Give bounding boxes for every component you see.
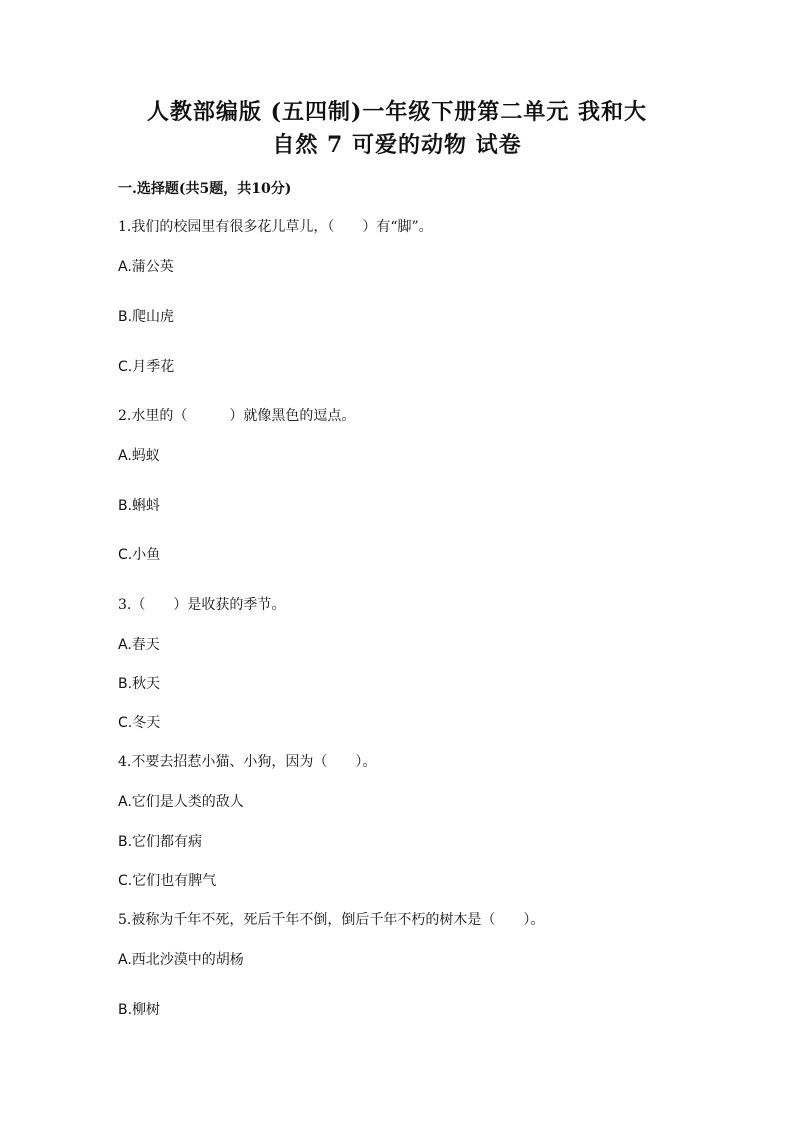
question-3-option-a: A.春天 (118, 637, 160, 653)
question-2-stem: 2.水里的（ ）就像黑色的逗点。 (118, 408, 356, 424)
question-4-option-c: C.它们也有脾气 (118, 873, 217, 889)
question-2-option-c: C.小鱼 (118, 547, 161, 563)
question-2-option-a: A.蚂蚁 (118, 448, 160, 464)
question-5-option-b: B.柳树 (118, 1002, 161, 1018)
question-1-option-a: A.蒲公英 (118, 259, 174, 275)
question-2-option-b: B.蝌蚪 (118, 498, 161, 514)
question-4-option-b: B.它们都有病 (118, 834, 203, 850)
question-5-stem: 5.被称为千年不死，死后千年不倒，倒后千年不朽的树木是（ ）。 (118, 912, 545, 928)
question-3-stem: 3.（ ）是收获的季节。 (118, 597, 286, 613)
question-1-option-c: C.月季花 (118, 359, 175, 375)
question-3-option-c: C.冬天 (118, 715, 161, 731)
section-heading: 一.选择题(共5题，共10分) (118, 181, 292, 197)
page-title-line-2: 自然 7 可爱的动物 试卷 (272, 132, 522, 158)
question-1-stem: 1.我们的校园里有很多花儿草儿，（ ）有“脚”。 (118, 219, 433, 235)
page-title-line-1: 人教部编版 (五四制)一年级下册第二单元 我和大 (146, 99, 648, 125)
question-4-stem: 4.不要去招惹小猫、小狗，因为（ ）。 (118, 754, 377, 770)
question-4-option-a: A.它们是人类的敌人 (118, 794, 244, 810)
question-1-option-b: B.爬山虎 (118, 309, 175, 325)
question-5-option-a: A.西北沙漠中的胡杨 (118, 952, 244, 968)
question-3-option-b: B.秋天 (118, 676, 161, 692)
